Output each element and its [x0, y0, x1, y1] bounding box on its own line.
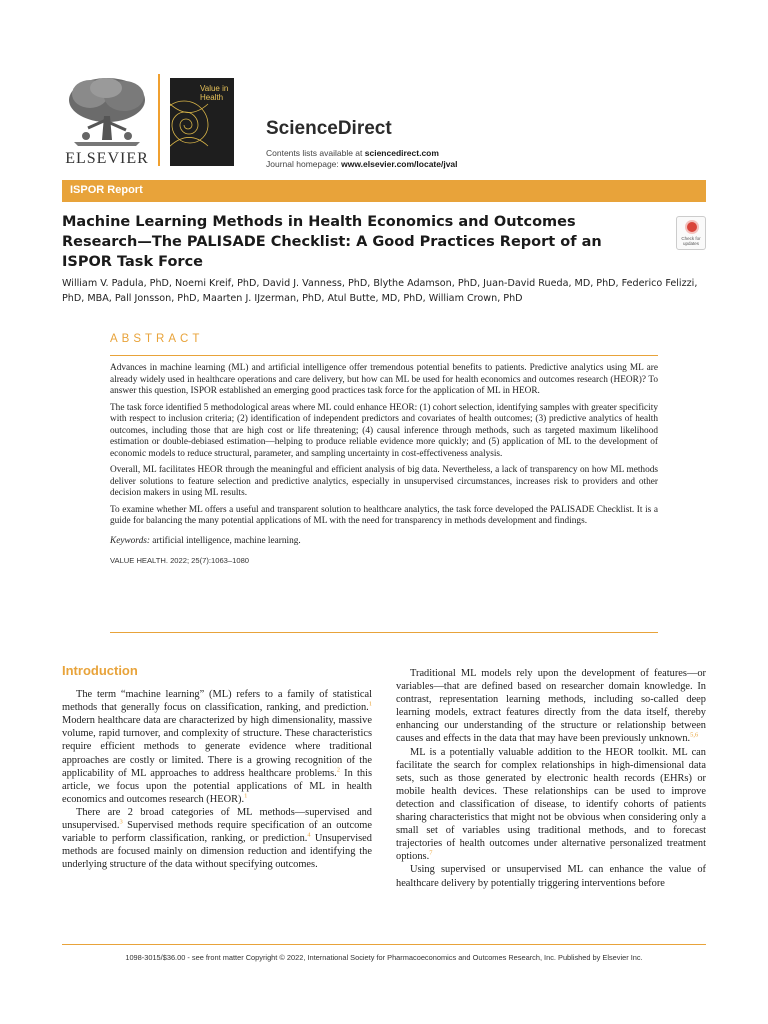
abstract-top-rule	[110, 355, 658, 356]
reference-link[interactable]: 7	[429, 849, 433, 857]
body-paragraph: There are 2 broad categories of ML methods—supervised and unsupervised.$^3$ Supervised methods require specification of an outcome variable to perform classification, ranking, or prediction.$^4$ Unsupervised methods are focused mainly on dimension reduction and identifying the underlying structure of the data without specifying outcomes.	[62, 806, 372, 871]
cover-title: Value in Health	[200, 84, 229, 102]
keywords	[110, 536, 658, 548]
introduction-heading: Introduction	[62, 663, 138, 678]
keywords-label: Keywords:	[110, 535, 150, 546]
body-column-left	[62, 664, 372, 871]
reference-link[interactable]: 5,6	[690, 732, 699, 739]
reference-link[interactable]: 1	[244, 792, 248, 800]
author-list: William V. Padula, PhD, Noemi Kreif, PhD, David J. Vanness, PhD, Blythe Adamson, PhD, Juan-David Rueda, MD, PhD, Federico Felizzi, PhD, MBA, Pall Jonsson, PhD, Maarten J. IJzerman, PhD, Atul Butte, MD, PhD, William Crown, PhD	[62, 278, 698, 304]
section-bar	[62, 180, 706, 202]
keywords-list: artificial intelligence, machine learning.	[149, 535, 301, 546]
publisher-name: ELSEVIER	[65, 150, 149, 167]
elsevier-logo[interactable]	[62, 74, 152, 170]
journal-masthead	[62, 74, 706, 174]
contents-availability	[266, 148, 439, 158]
abstract-paragraph: The task force identified 5 methodological areas where ML could enhance HEOR: (1) cohort selection, identifying samples with greater specificity with respect to inclusion criteria; (2) identification of independent predictors and covariates of health outcomes; (3) predictive analytics of health outcomes, including those that are high cost or life threatening; (4) causal inference through methods, such as targeted maximum likelihood estimation or double-debiased estimation—helping to produce reliable evidence more quickly; and (5) application of ML to the development of economic models to reduce structural, parameter, and sampling uncertainty in cost-effectiveness analysis.	[110, 402, 658, 459]
journal-cover-thumbnail[interactable]	[170, 78, 234, 166]
sciencedirect-link[interactable]: sciencedirect.com	[364, 148, 439, 158]
abstract-paragraph: To examine whether ML offers a useful and transparent solution to healthcare analytics, the task force developed the PALISADE Checklist. It is a guide for balancing the many potential applications of ML with the need for transparency in methods development and findings.	[110, 504, 658, 526]
check-updates-label: Check for updates	[681, 236, 701, 246]
homepage-prefix: Journal homepage:	[266, 159, 342, 169]
body-paragraph: Traditional ML models rely upon the development of features—or variables—that are defined based on researcher domain knowledge. In contrast, representation learning methods, including so-called deep learning models, extract features directly from the data itself, thereby enhancing our understanding of the structure or relationship between causes and effects in the data that may have been previously unknown.$^{5,6}$	[396, 668, 706, 745]
footer-rule	[62, 944, 706, 945]
abstract-paragraph: Advances in machine learning (ML) and artificial intelligence offer tremendous potential benefits to patients. Predictive analytics using ML are already widely used in healthcare operations and care delivery, but how can ML be used for health economics and outcomes research (HEOR)? To answer this question, ISPOR established an emerging good practices task force for the application of ML in HEOR.	[110, 363, 658, 396]
section-label: ISPOR Report	[70, 184, 143, 196]
copyright-footer: 1098-3015/$36.00 - see front matter Copyright © 2022, International Society for Pharmacoeconomics and Outcomes Research, Inc. Published by Elsevier Inc.	[125, 953, 643, 962]
abstract-bottom-rule	[110, 632, 658, 633]
abstract-heading: ABSTRACT	[110, 333, 204, 345]
reference-link[interactable]: 4	[307, 831, 311, 839]
body-column-right	[396, 667, 706, 890]
abstract-paragraph: Overall, ML facilitates HEOR through the meaningful and efficient analysis of big data. Nevertheless, a lack of transparency on how ML methods deliver solutions to feature selection and predictive analytics, especially in unsupervised circumstances, increases risk to providers and other decision makers in using ML results.	[110, 465, 658, 498]
journal-homepage-link[interactable]: www.elsevier.com/locate/jval	[341, 159, 458, 169]
body-paragraph: ML is a potentially valuable addition to the HEOR toolkit. ML can facilitate the search for complex relationships in high-dimensional data sets, such as those generated by electronic health records (EHRs) or mobile health devices. These relationships can be used to improve detection and classification of disease, to identify cohorts of patients sharing characteristics that might not be obvious when considering only a small set of variables using traditional methods, and to forecast trajectories of health outcomes under alternative personalized treatment options.$^7$	[396, 746, 706, 863]
check-updates-icon	[685, 220, 699, 234]
reference-link[interactable]: 3	[119, 818, 123, 826]
contents-prefix: Contents lists available at	[266, 148, 365, 158]
elsevier-tree-icon	[66, 76, 148, 148]
journal-homepage	[266, 159, 458, 169]
citation: VALUE HEALTH. 2022; 25(7):1063–1080	[110, 556, 250, 565]
sciencedirect-brand[interactable]: ScienceDirect	[266, 118, 392, 139]
body-paragraph: The term “machine learning” (ML) refers to a family of statistical methods that generally focus on classification, ranking, and prediction.$^1$ Modern healthcare data are characterized by high dimensionality, massive volume, rapid turnover, and complexity of structure. These characteristics require efficient methods to generate evidence where traditional approaches are costly or limited. There is a growing recognition of the applicability of ML approaches to address healthcare problems.$^2$ In this article, we focus upon the potential applications of ML in health economics and outcomes research (HEOR).$^1$	[62, 689, 372, 805]
masthead-divider	[158, 74, 160, 166]
reference-link[interactable]: 1	[368, 700, 372, 708]
article-title: Machine Learning Methods in Health Economics and Outcomes Research—The PALISADE Checklist: A Good Practices Report of an ISPOR Task Force	[62, 214, 602, 270]
reference-link[interactable]: 2	[336, 766, 341, 774]
check-for-updates-badge[interactable]	[676, 216, 706, 250]
body-paragraph: Using supervised or unsupervised ML can enhance the value of healthcare delivery by potentially triggering interventions before	[396, 864, 706, 889]
abstract-body	[110, 363, 658, 572]
